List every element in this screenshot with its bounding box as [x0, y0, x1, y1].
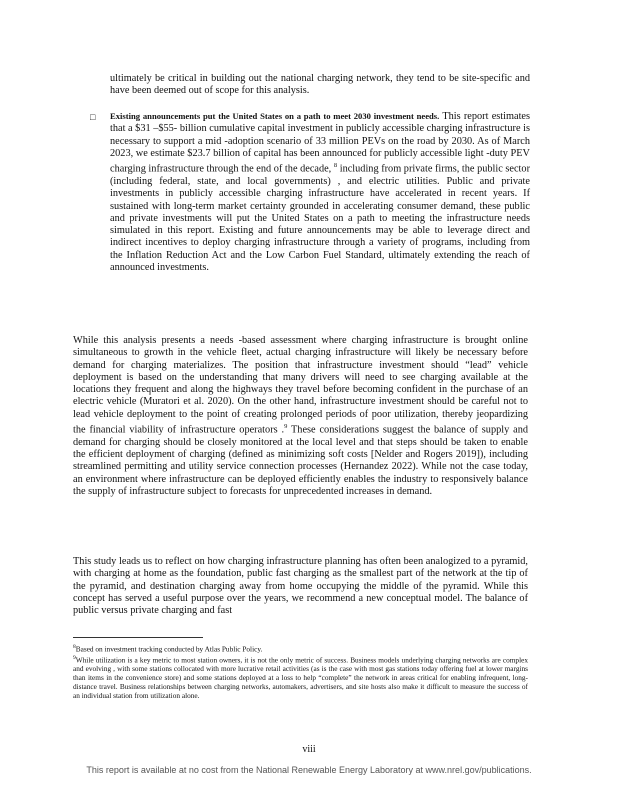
footnote-9 — [73, 654, 528, 701]
footnote-ref-9[interactable]: 9 — [284, 423, 288, 431]
footnote-8 — [73, 643, 528, 654]
body-paragraph-1 — [73, 335, 528, 498]
para1-text-after: These considerations suggest the balance of supply and demand for charging should be closely monitored at the local level and that steps should be taken to enable the efficient deployment of charging (defined as minimizing soft costs [Nelder and Rogers 2019]), including streamlined permitting and utility service connection processes (Hernandez 2022). While not the case today, an environment where infrastructure can be deployed efficiently enables the industry to responsively balance the supply of infrastructure subject to forecasts for unprecedented increases in demand. — [73, 424, 528, 497]
footnotes — [73, 643, 528, 700]
page-number: viii — [302, 744, 316, 755]
para1-text-before: While this analysis presents a needs -based assessment where charging infrastructure is brought online simultaneous to growth in the vehicle fleet, actual charging infrastructure will likely be necessary before demand for charging materializes. The position that infrastructure investment should “lead” vehicle deployment is based on the understanding that many drivers will need to see charging available at the locations they frequent and along the highways they travel before becoming confident in the purchase of an electric vehicle (Muratori et al. 2020). On the other hand, infrastructure investment should be careful not to lead vehicle deployment to the point of creating prolonged periods of poor utilization, thereby jeopardizing the financial viability of infrastructure operators . — [73, 335, 528, 436]
footnote-8-text: Based on investment tracking conducted by Atlas Public Policy. — [75, 644, 263, 654]
footnote-divider — [73, 637, 203, 638]
bullet-text-after: including from private firms, the public sector (including federal, state, and local governments) , and electric utilities. Public and private investments in publicly accessible charging infrastructure have accelerated in recent years. If sustained with long-term market certainty grounded in accelerating consumer demand, these public and private investments will put the United States on a path to meeting the infrastructure needs simulated in this report. Existing and future announcements may be able to leverage direct and indirect incentives to deploy charging infrastructure through a variety of programs, including from the Inflation Reduction Act and the Low Carbon Fuel Standard, ultimately extending the reach of announced investments. — [110, 163, 530, 273]
bullet-lead: Existing announcements put the United States on a path to meet 2030 investment needs. — [110, 111, 440, 121]
bullet-box-icon: □ — [90, 112, 96, 122]
footnote-8-marker: 8 — [73, 644, 76, 650]
footnote-9-text: While utilization is a key metric to most station owners, it is not the only metric of success. Business models underlying charging networks are complex and evolving , with some stations collocated with more lucrative retail activities (as is the case with most gas stations today offering fuel at lower margins than items in the convenience store) and some stations deployed at a loss to help “complete” the network in areas critical for enabling infrequent, long-distance travel. Business relationships between charging networks, automakers, advertisers, and site hosts also make it difficult to measure the success of an individual station from utilization alone. — [73, 654, 528, 701]
footnote-9-marker: 9 — [73, 654, 76, 661]
bullet-paragraph — [110, 110, 530, 274]
footnote-ref-8[interactable]: 8 — [333, 162, 338, 170]
body-paragraph-2: This study leads us to reflect on how charging infrastructure planning has often been analogized to a pyramid, with charging at home as the foundation, public fast charging as the smallest part of the network at the tip of the pyramid, and destination charging away from home occupying the middle of the pyramid. While this concept has served a useful purpose over the years, we recommend a new conceptual model. The balance of public versus private charging and fast — [73, 556, 528, 617]
footer-notice: This report is available at no cost from the National Renewable Energy Laboratory at www.nrel.gov/publications. — [86, 765, 532, 775]
continuation-paragraph: ultimately be critical in building out the national charging network, they tend to be site-specific and have been deemed out of scope for this analysis. — [110, 73, 530, 97]
bullet-text: This report estimates that a $31 –$55- billion cumulative capital investment in publicly accessible charging infrastructure is necessary to support a mid -adoption scenario of 33 million PEVs on the road by 2030. As of March 2023, we estimate $23.7 billion of capital has been announced for publicly accessible light -duty PEV charging infrastructure through the end of the decade, — [110, 111, 531, 175]
